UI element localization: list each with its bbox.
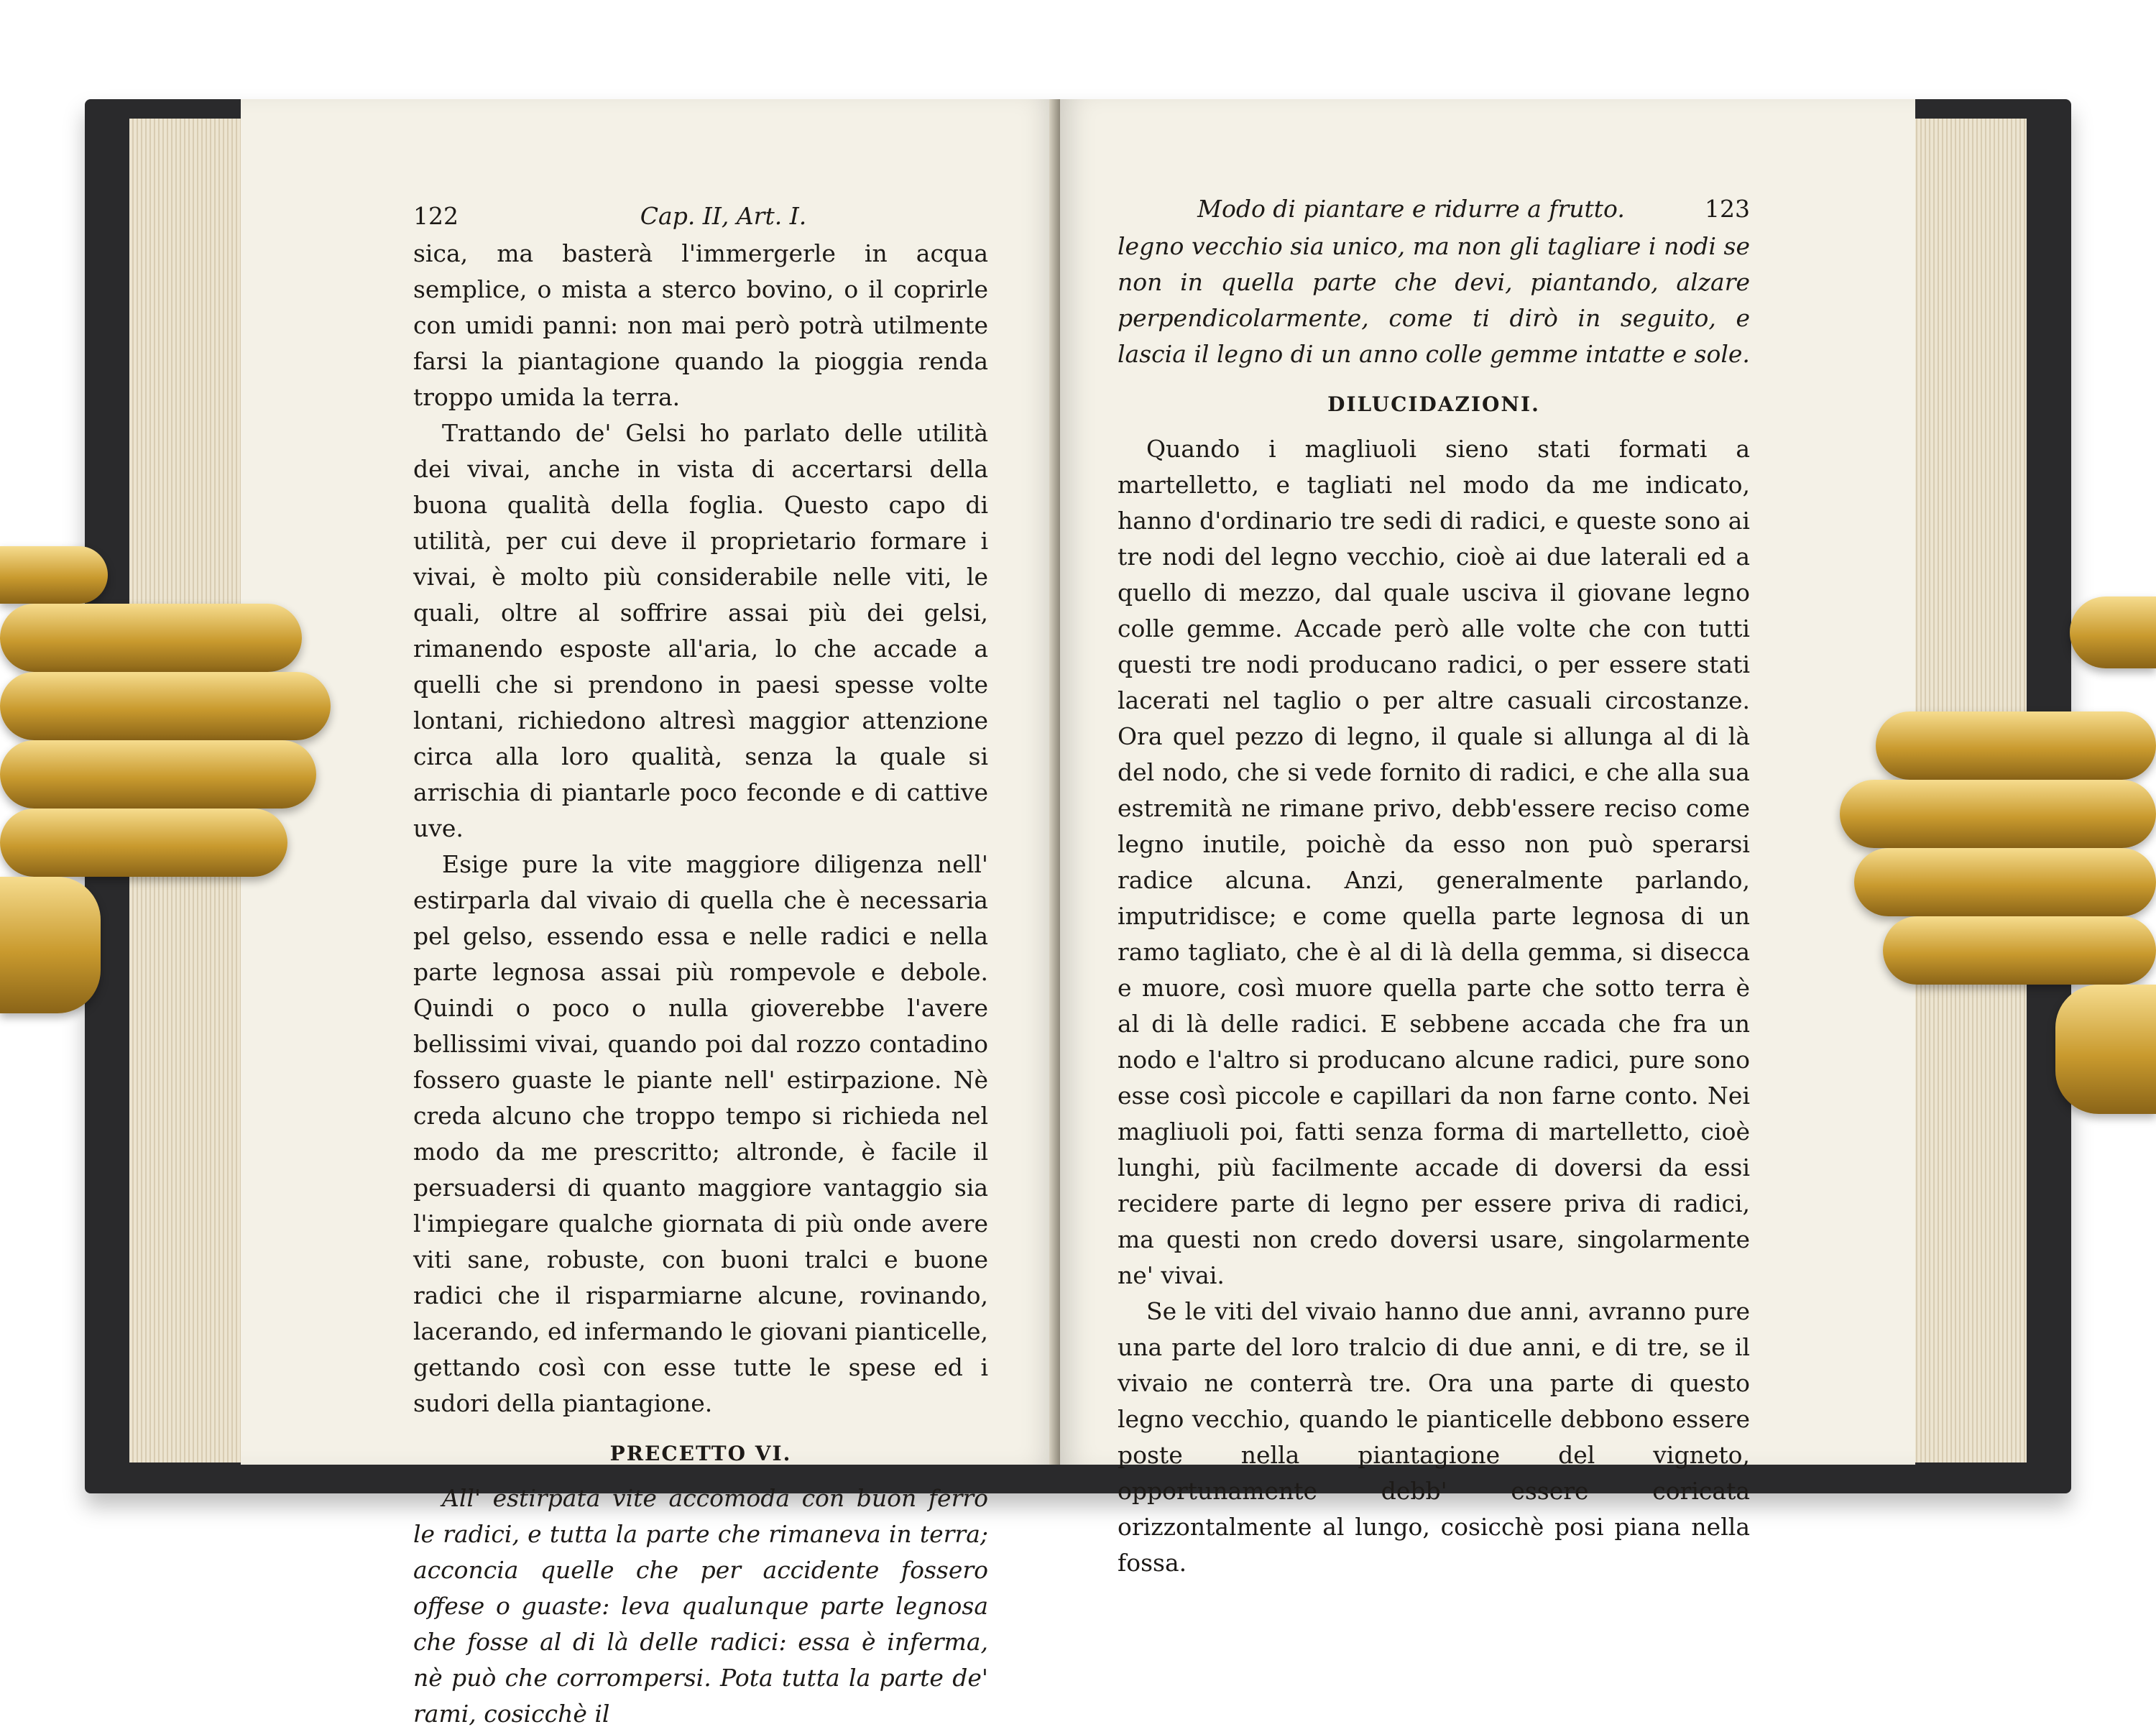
right-paragraph: Se le viti del vivaio hanno due anni, avranno pure una parte del loro tralcio di due anni, e di tre, se il vivaio ne conterrà tre. Ora una parte di questo legno vecchio, quando le pianticelle debbono essere poste nella piantagione del vigneto, opportunamente debb' essere coricata orizzontalmente al lungo, cosicchè posi piana nella fossa. <box>1118 1297 1750 1577</box>
left-page <box>241 99 1056 1728</box>
left-precept: All' estirpata vite accomoda con buon ferro le radici, e tutta la parte che rimaneva in terra; acconcia quelle che per accidente fossero offese o guaste: leva qualunque parte legnosa che fosse al di là delle radici: essa è inferma, nè può che corrompersi. Pota tutta la parte de' rami, cosicchè il <box>413 1484 988 1728</box>
left-page-text <box>413 198 988 1732</box>
left-page-number: 122 <box>413 202 459 230</box>
left-paragraph: Trattando de' Gelsi ho parlato delle utilità dei vivai, anche in vista di accertarsi della buona qualità della foglia. Questo capo di utilità, per cui deve il proprietario formare i vivai, è molto più considerabile nelle viti, le quali, oltre al soffrire assai più dei gelsi, rimanendo esposte all'aria, lo che accade a quelli che si prendono in paesi spesse volte lontani, richiedono altresì maggior attenzione circa alla loro qualità, senza la quale si arrischia di piantarle poco feconde e di cattive uve. <box>413 419 988 842</box>
left-paragraph: Esige pure la vite maggiore diligenza nell' estirparla dal vivaio di quella che è necessaria pel gelso, essendo essa e nelle radici e nella parte legnosa assai più rompevole e debole. Quindi o poco o nulla gioverebbe l'avere bellissimi vivai, quando poi dal rozzo contadino fossero guaste le piante nell' estirpazione. Nè creda alcuno che troppo tempo si richieda nel modo da me prescritto; altronde, è facile il persuadersi di quanto maggiore vantaggio sia l'impiegare qualche giornata di più onde avere viti sane, robuste, con buoni tralci e buone radici che il risparmiarne alcune, rovinando, lacerando, ed infermando le giovani pianticelle, gettando così con esse tutte le spese ed i sudori della piantagione. <box>413 850 988 1417</box>
right-head-title: Modo di piantare e ridurre a frutto. <box>1197 195 1625 223</box>
left-running-head <box>413 198 988 234</box>
right-page-text <box>1118 191 1750 1581</box>
right-precept-continued: legno vecchio sia unico, ma non gli tagliare i nodi se non in quella parte che devi, piantando, alzare perpendicolarmente, come ti dirò in seguito, e lascia il legno di un anno colle gemme intatte e sole. <box>1118 232 1750 368</box>
left-paragraph: sica, ma basterà l'immergerle in acqua semplice, o mista a sterco bovino, o il coprirle con umidi panni: non mai però potrà utilmente farsi la piantagione quando la pioggia renda troppo umida la terra. <box>413 239 988 411</box>
right-section-title: DILUCIDAZIONI. <box>1327 392 1540 416</box>
left-head-title: Cap. II, Art. I. <box>640 202 807 230</box>
right-paragraph: Quando i magliuoli sieno stati formati a martelletto, e tagliati nel modo da me indicato, hanno d'ordinario tre sedi di radici, e queste sono ai tre nodi del legno vecchio, cioè ai due laterali ed a quello di mezzo, dal quale usciva il giovane legno colle gemme. Accade però alle volte che con tutti questi tre nodi producano radici, o per essere stati lacerati nel taglio o per altre casuali circostanze. Ora quel pezzo di legno, il quale si allunga al di là del nodo, che si vede fornito di radici, e che alla sua estremità ne rimane privo, debb'essere reciso come legno inutile, poichè da esso non può sperarsi radice alcuna. Anzi, generalmente parlando, imputridisce; e come quella parte legnosa di un ramo tagliato, che è al di là della gemma, si disecca e muore, così muore quella parte che sotto terra è al di là delle radici. E sebbene accada che fra un nodo e l'altro si producano alcune radici, pure sono esse così piccole e capillari da non farne conto. Nei magliuoli poi, fatti senza forma di martelletto, cioè lunghi, più facilmente accade di doversi da essi recidere parte di legno per essere priva di radici, ma questi non credo doversi usare, singolarmente ne' vivai. <box>1118 435 1750 1289</box>
right-page <box>1060 99 1915 1577</box>
right-running-head <box>1118 191 1750 227</box>
right-page-number: 123 <box>1705 195 1750 223</box>
left-section-title: PRECETTO VI. <box>609 1442 792 1465</box>
